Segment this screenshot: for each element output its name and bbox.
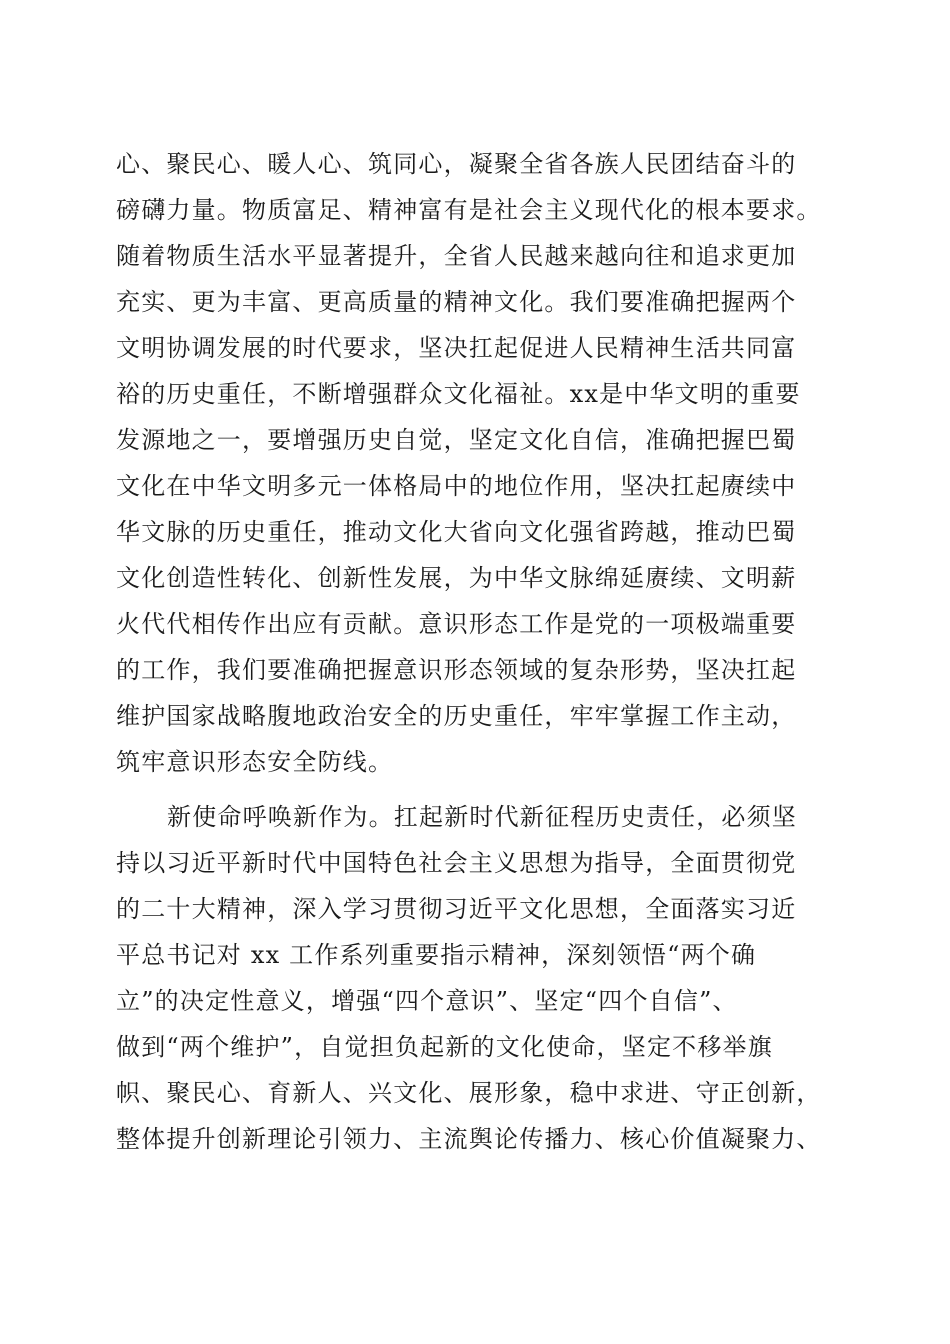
text-line: 帜、聚民心、育新人、兴文化、展形象，稳中求进、守正创新， bbox=[116, 1079, 822, 1107]
text-line: 平总书记对 xx 工作系列重要指示精神，深刻领悟“两个确 bbox=[116, 941, 757, 969]
paragraph-1 bbox=[116, 141, 856, 785]
text-line: 华文脉的历史重任，推动文化大省向文化强省跨越，推动巴蜀 bbox=[116, 518, 797, 546]
text-line: 维护国家战略腹地政治安全的历史重任，牢牢掌握工作主动， bbox=[116, 702, 797, 730]
text-line: 整体提升创新理论引领力、主流舆论传播力、核心价值凝聚力、 bbox=[116, 1125, 822, 1153]
text-line: 充实、更为丰富、更高质量的精神文化。我们要准确把握两个 bbox=[116, 288, 797, 316]
text-line: 裕的历史重任，不断增强群众文化福祉。xx是中华文明的重要 bbox=[116, 380, 801, 408]
text-line: 火代代相传作出应有贡献。意识形态工作是党的一项极端重要 bbox=[116, 610, 797, 638]
text-line: 立”的决定性意义，增强“四个意识”、坚定“四个自信”、 bbox=[116, 987, 738, 1015]
text-line: 的工作，我们要准确把握意识形态领域的复杂形势，坚决扛起 bbox=[116, 656, 797, 684]
text-line: 磅礴力量。物质富足、精神富有是社会主义现代化的根本要求。 bbox=[116, 196, 822, 224]
text-line: 发源地之一，要增强历史自觉，坚定文化自信，准确把握巴蜀 bbox=[116, 426, 797, 454]
text-line: 的二十大精神，深入学习贯彻习近平文化思想，全面落实习近 bbox=[116, 895, 797, 923]
text-line: 文化创造性转化、创新性发展，为中华文脉绵延赓续、文明薪 bbox=[116, 564, 797, 592]
text-line: 随着物质生活水平显著提升，全省人民越来越向往和追求更加 bbox=[116, 242, 797, 270]
text-line: 筑牢意识形态安全防线。 bbox=[116, 748, 394, 776]
text-line: 做到“两个维护”，自觉担负起新的文化使命，坚定不移举旗 bbox=[116, 1033, 773, 1061]
text-line: 文明协调发展的时代要求，坚决扛起促进人民精神生活共同富 bbox=[116, 334, 797, 362]
text-line: 文化在中华文明多元一体格局中的地位作用，坚决扛起赓续中 bbox=[116, 472, 797, 500]
paragraph-2 bbox=[116, 794, 856, 1162]
text-line: 新使命呼唤新作为。扛起新时代新征程历史责任，必须坚 bbox=[167, 803, 797, 831]
document-body bbox=[116, 141, 856, 1162]
text-line: 持以习近平新时代中国特色社会主义思想为指导，全面贯彻党 bbox=[116, 849, 797, 877]
text-line: 心、聚民心、暖人心、筑同心，凝聚全省各族人民团结奋斗的 bbox=[116, 150, 797, 178]
